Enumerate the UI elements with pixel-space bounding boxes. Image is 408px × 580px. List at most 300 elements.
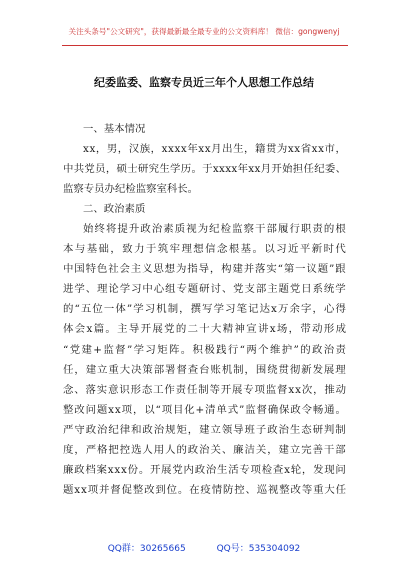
text-glyph: x — [212, 163, 219, 176]
text-glyph: 和 — [131, 423, 142, 436]
text-glyph: 落 — [85, 383, 96, 396]
text-glyph: 体 — [115, 303, 126, 316]
text-glyph: 。 — [105, 323, 116, 336]
text-glyph: 班 — [244, 423, 255, 436]
text-glyph: 共 — [73, 163, 85, 176]
text-glyph: 月 — [211, 143, 222, 156]
text-glyph: 一 — [295, 263, 306, 276]
text-glyph: “ — [155, 403, 161, 416]
text-glyph: 展 — [161, 463, 172, 476]
footer-qq-number-value: 535304092 — [248, 544, 301, 554]
text-glyph: 关 — [210, 443, 221, 456]
text-glyph: x — [121, 463, 127, 476]
text-glyph: x — [180, 143, 187, 156]
text-glyph: 员 — [95, 163, 106, 176]
text-glyph: 到 — [155, 483, 166, 496]
text-glyph: 信 — [205, 243, 216, 256]
text-glyph: 完 — [301, 443, 312, 456]
text-glyph: 制 — [335, 423, 346, 436]
text-glyph: ， — [132, 403, 144, 416]
text-glyph: ， — [187, 423, 199, 436]
text-glyph: ， — [244, 363, 255, 376]
text-glyph: 行 — [227, 343, 239, 356]
text-glyph: x — [204, 143, 211, 156]
text-glyph: 活 — [228, 463, 239, 476]
text-glyph: 党 — [84, 163, 95, 176]
paragraph-line — [63, 460, 346, 480]
text-glyph: 、 — [221, 283, 233, 296]
text-glyph: 子 — [255, 423, 267, 436]
text-glyph: 政 — [142, 423, 153, 436]
text-glyph: 并 — [243, 263, 255, 276]
text-glyph: 发 — [313, 463, 324, 476]
header-divider — [62, 45, 348, 46]
text-glyph: 为 — [175, 263, 187, 276]
text-glyph: 学 — [119, 283, 131, 296]
text-glyph: 题 — [96, 403, 108, 416]
section-heading-basic-info: 一、基本情况 — [83, 123, 146, 135]
paragraph-line: 监察专员办纪检监察室科长。 — [63, 183, 199, 196]
text-glyph: x — [161, 143, 168, 156]
text-glyph: 历 — [180, 163, 192, 176]
text-glyph: 质 — [174, 223, 186, 236]
text-glyph: 疫 — [200, 483, 211, 496]
text-glyph: 政 — [85, 423, 97, 436]
text-glyph: 项 — [121, 403, 133, 416]
text-glyph: 律 — [119, 423, 131, 436]
text-glyph: 意 — [108, 383, 119, 396]
text-glyph: 想 — [193, 243, 204, 256]
text-glyph: 牢 — [169, 243, 180, 256]
text-glyph: ， — [110, 243, 121, 256]
text-glyph: 责 — [312, 223, 323, 236]
text-glyph: 撰 — [190, 303, 202, 316]
text-glyph: 任 — [303, 163, 314, 176]
text-glyph: 部 — [153, 363, 165, 376]
text-glyph: 建 — [278, 443, 289, 456]
text-glyph: 余 — [289, 303, 300, 316]
text-glyph: 导 — [233, 423, 244, 436]
text-glyph: 度 — [63, 443, 74, 456]
text-glyph: 立 — [97, 363, 108, 376]
text-glyph: 态 — [141, 383, 153, 396]
text-glyph: 次 — [301, 383, 313, 396]
text-glyph: 检 — [261, 463, 273, 476]
text-glyph: “ — [277, 263, 283, 276]
text-glyph: 察 — [243, 223, 254, 236]
text-glyph: x — [168, 143, 174, 156]
text-glyph: x — [81, 483, 87, 496]
text-glyph: 宣 — [246, 323, 257, 336]
text-glyph: x — [318, 143, 324, 156]
text-glyph: 念 — [63, 383, 74, 396]
text-glyph: x — [231, 163, 238, 176]
text-glyph: + — [93, 343, 102, 356]
text-glyph: 、 — [74, 383, 85, 396]
text-glyph: 用 — [153, 443, 165, 456]
text-glyph: 以 — [144, 403, 155, 416]
text-glyph: 开 — [150, 463, 161, 476]
text-glyph: x — [174, 143, 181, 156]
document-title: 纪委监委、监察专员近三年个人思想工作总结 — [94, 76, 314, 89]
text-glyph: 学 — [74, 283, 85, 296]
text-glyph: 维 — [269, 343, 281, 356]
text-glyph: 专 — [243, 383, 254, 396]
footer-qq-number-label: QQ号： — [216, 544, 249, 554]
text-glyph: 部 — [335, 443, 346, 456]
text-glyph: 积 — [192, 343, 203, 356]
text-glyph: 笔 — [236, 303, 247, 316]
text-glyph: x — [86, 323, 93, 336]
text-glyph: 的 — [300, 343, 311, 356]
text-glyph: 记 — [248, 303, 259, 316]
text-glyph: 。 — [252, 243, 263, 256]
text-glyph: 学 — [133, 303, 144, 316]
text-glyph: 近 — [288, 243, 299, 256]
text-glyph: 平 — [299, 243, 311, 256]
text-glyph: 场 — [276, 323, 288, 336]
text-glyph: 理 — [181, 243, 192, 256]
text-glyph: 精 — [222, 323, 234, 336]
text-glyph: 责 — [175, 383, 187, 396]
text-glyph: 整 — [132, 483, 144, 496]
text-glyph: 政 — [267, 423, 278, 436]
text-glyph: 规 — [165, 423, 176, 436]
text-glyph: 领 — [221, 423, 233, 436]
text-glyph: 中 — [142, 283, 153, 296]
text-glyph: 单 — [216, 403, 227, 416]
text-glyph: 会 — [119, 263, 130, 276]
text-glyph: ， — [244, 143, 255, 156]
text-glyph: 会 — [74, 323, 86, 336]
text-glyph: 部 — [266, 223, 277, 236]
text-glyph: 人 — [142, 443, 153, 456]
text-glyph: 善 — [312, 443, 323, 456]
text-glyph: 个 — [258, 343, 269, 356]
text-glyph: 问 — [335, 463, 346, 476]
text-glyph: 万 — [278, 303, 289, 316]
text-glyph: 履 — [277, 223, 289, 236]
text-glyph: ， — [288, 323, 300, 336]
text-glyph: x — [248, 163, 255, 176]
text-glyph: 市 — [324, 143, 335, 156]
text-glyph: 。 — [180, 343, 192, 356]
text-glyph: x — [107, 463, 114, 476]
text-glyph: ， — [209, 263, 221, 276]
text-glyph: 展 — [231, 383, 243, 396]
text-glyph: 纪 — [209, 223, 220, 236]
text-glyph: x — [271, 303, 277, 316]
text-glyph: 治 — [205, 463, 217, 476]
text-glyph: 开 — [271, 163, 282, 176]
text-glyph: 础 — [98, 243, 109, 256]
text-glyph: 筑 — [157, 243, 169, 256]
text-glyph: 绕 — [267, 363, 278, 376]
text-glyph: 督 — [110, 483, 121, 496]
text-glyph: 并 — [99, 483, 110, 496]
text-glyph: 展 — [323, 363, 335, 376]
text-glyph: x — [254, 163, 261, 176]
text-glyph: 动 — [335, 383, 346, 396]
text-glyph: 系 — [312, 283, 323, 296]
text-glyph: 理 — [97, 283, 108, 296]
text-glyph: 为 — [197, 223, 209, 236]
text-glyph: 项 — [161, 403, 173, 416]
text-glyph: 得 — [335, 303, 346, 316]
text-glyph: 干 — [255, 223, 266, 236]
text-glyph: 的 — [323, 223, 335, 236]
text-glyph: 基 — [240, 243, 252, 256]
text-glyph: 论 — [108, 283, 119, 296]
text-glyph: 。 — [191, 163, 202, 176]
text-glyph: 贯 — [265, 143, 277, 156]
text-glyph: 策 — [142, 363, 153, 376]
text-glyph: 生 — [159, 163, 170, 176]
text-glyph: x — [294, 143, 301, 156]
text-glyph: ” — [126, 303, 133, 316]
paragraph-line — [63, 360, 346, 380]
text-glyph: 廉 — [63, 463, 74, 476]
paragraph-line — [63, 400, 346, 420]
text-glyph: 致 — [122, 243, 133, 256]
text-glyph: x — [83, 143, 89, 156]
text-glyph: 决 — [131, 363, 142, 376]
text-glyph: 大 — [211, 323, 222, 336]
paragraph-line — [63, 219, 346, 239]
text-glyph: + — [195, 403, 205, 416]
text-glyph: 月 — [260, 163, 272, 176]
text-glyph: 体 — [63, 323, 74, 336]
text-glyph: ， — [301, 463, 313, 476]
text-glyph: 实 — [96, 383, 108, 396]
text-glyph: 支 — [244, 283, 255, 296]
text-glyph: 制 — [167, 303, 179, 316]
text-glyph: 大 — [119, 363, 131, 376]
text-glyph: 成 — [335, 323, 346, 336]
text-glyph: x — [225, 163, 232, 176]
text-glyph: 指 — [187, 263, 198, 276]
text-glyph: “ — [239, 343, 245, 356]
text-glyph: 识 — [119, 383, 130, 396]
text-glyph: “ — [74, 303, 80, 316]
text-glyph: 守 — [74, 423, 85, 436]
text-glyph: 篇 — [93, 323, 105, 336]
text-glyph: 巡 — [256, 483, 268, 496]
text-glyph: 份 — [127, 463, 139, 476]
text-glyph: 将 — [105, 223, 117, 236]
text-glyph: 保 — [279, 403, 290, 416]
footer-qq-group-value: 30265665 — [139, 544, 186, 554]
text-glyph: 治 — [323, 343, 335, 356]
text-glyph: 素 — [163, 223, 174, 236]
text-glyph: 学 — [335, 283, 346, 296]
text-glyph: 省 — [300, 143, 312, 156]
text-glyph: 专 — [239, 463, 250, 476]
text-glyph: 大 — [324, 483, 335, 496]
text-glyph: 治 — [97, 423, 108, 436]
text-glyph: 纪 — [108, 423, 119, 436]
text-glyph: 硕 — [116, 163, 127, 176]
text-glyph: 担 — [292, 163, 304, 176]
text-glyph: 政 — [290, 403, 301, 416]
text-glyph: 国 — [74, 263, 85, 276]
text-glyph: 籍 — [254, 143, 266, 156]
paragraph-line — [63, 139, 346, 159]
text-glyph: 带 — [300, 323, 311, 336]
text-glyph: 政 — [140, 223, 151, 236]
text-glyph: 想 — [164, 263, 176, 276]
text-glyph: 改 — [290, 483, 301, 496]
text-glyph: 中 — [63, 263, 74, 276]
text-glyph: 题 — [187, 283, 199, 296]
text-glyph: 、 — [85, 283, 97, 296]
text-glyph: 查 — [272, 463, 284, 476]
text-glyph: 党 — [172, 463, 183, 476]
text-glyph: 建 — [232, 263, 243, 276]
text-glyph: 案 — [96, 463, 107, 476]
text-glyph: 视 — [186, 223, 197, 236]
footer-qq-number — [217, 544, 301, 554]
text-glyph: 阵 — [168, 343, 180, 356]
text-glyph: 习 — [145, 343, 156, 356]
text-glyph: 习 — [276, 243, 287, 256]
text-glyph: 重 — [108, 363, 119, 376]
text-glyph: 士 — [127, 163, 138, 176]
text-glyph: ， — [95, 143, 107, 156]
text-glyph: 达 — [259, 303, 270, 316]
text-glyph: 族 — [139, 143, 151, 156]
text-glyph: 彻 — [289, 363, 301, 376]
text-glyph: 任 — [186, 383, 198, 396]
footer-qq-group-label: QQ群： — [107, 544, 140, 554]
text-glyph: ， — [150, 143, 162, 156]
paragraph-line — [63, 319, 346, 339]
text-glyph: 心 — [323, 303, 335, 316]
text-glyph: 代 — [335, 243, 346, 256]
text-glyph: 党 — [233, 283, 244, 296]
text-glyph: 特 — [85, 263, 96, 276]
text-glyph: 中 — [63, 163, 74, 176]
text-glyph: 任 — [335, 483, 346, 496]
text-glyph: x — [288, 383, 295, 396]
text-glyph: 终 — [94, 223, 105, 236]
text-glyph: 职 — [300, 223, 312, 236]
text-glyph: 委 — [324, 163, 336, 176]
text-glyph: 建 — [81, 343, 92, 356]
text-glyph: 防 — [222, 483, 234, 496]
text-glyph: 项 — [250, 463, 261, 476]
text-glyph: 化 — [184, 403, 195, 416]
text-glyph: 干 — [323, 443, 335, 456]
text-glyph: 立 — [210, 423, 221, 436]
text-glyph: 建 — [199, 423, 210, 436]
text-glyph: 义 — [142, 263, 153, 276]
text-glyph: 在 — [189, 483, 200, 496]
text-glyph: 控 — [234, 483, 245, 496]
text-glyph: x — [198, 143, 205, 156]
text-glyph: 政 — [187, 443, 199, 456]
text-glyph: 落 — [255, 263, 266, 276]
text-glyph: 学 — [213, 303, 225, 316]
text-glyph: 制 — [233, 363, 244, 376]
text-glyph: ， — [267, 443, 278, 456]
text-glyph: 学 — [133, 343, 145, 356]
text-glyph: 与 — [74, 243, 86, 256]
text-glyph: x — [108, 403, 114, 416]
text-glyph: 控 — [119, 443, 131, 456]
paragraph-line — [63, 299, 346, 319]
text-glyph: 确 — [267, 403, 279, 416]
text-glyph: 等 — [301, 483, 313, 496]
paragraph-line — [63, 440, 346, 460]
text-glyph: 形 — [130, 383, 141, 396]
text-glyph: 于 — [145, 243, 157, 256]
text-glyph: 清 — [205, 403, 216, 416]
text-glyph: 提 — [117, 223, 128, 236]
text-glyph: 新 — [311, 243, 323, 256]
text-glyph: 严 — [63, 423, 74, 436]
text-glyph: 改 — [144, 483, 155, 496]
text-glyph: 男 — [106, 143, 118, 156]
text-glyph: 格 — [97, 443, 108, 456]
text-glyph: 廉 — [233, 443, 244, 456]
text-glyph: 讲 — [257, 323, 269, 336]
text-glyph: 党 — [289, 283, 301, 296]
paragraph-line — [63, 159, 346, 179]
document-body — [63, 119, 346, 500]
text-glyph: 位 — [166, 483, 178, 496]
text-glyph: 署 — [165, 363, 176, 376]
text-glyph: 思 — [153, 263, 164, 276]
text-glyph: 研 — [312, 423, 323, 436]
text-glyph: ， — [313, 383, 324, 396]
text-glyph: 目 — [172, 403, 184, 416]
text-glyph: 动 — [312, 323, 323, 336]
text-glyph: 。 — [138, 463, 150, 476]
text-glyph: 、 — [245, 483, 256, 496]
text-glyph: x — [74, 483, 81, 496]
text-glyph: 改 — [74, 403, 85, 416]
text-glyph: 政 — [194, 463, 206, 476]
text-glyph: 研 — [199, 283, 210, 296]
text-glyph: 治 — [278, 423, 289, 436]
text-glyph: x — [295, 383, 301, 396]
text-glyph: 的 — [175, 323, 187, 336]
text-glyph: 等 — [209, 383, 220, 396]
text-glyph: 究 — [148, 163, 160, 176]
text-glyph: x — [114, 403, 121, 416]
text-glyph: 人 — [165, 443, 176, 456]
text-glyph: 判 — [323, 423, 335, 436]
text-glyph: 、 — [221, 443, 233, 456]
text-glyph: 把 — [108, 443, 119, 456]
text-glyph: ， — [74, 443, 85, 456]
text-glyph: 于 — [202, 163, 213, 176]
text-glyph: 严 — [85, 443, 97, 456]
paragraph-line — [63, 259, 346, 279]
text-glyph: 跟 — [335, 263, 346, 276]
text-glyph: 发 — [312, 363, 323, 376]
text-glyph: “ — [63, 343, 69, 356]
text-glyph: 习 — [144, 303, 156, 316]
text-glyph: x — [219, 163, 225, 176]
text-glyph: 一 — [103, 303, 115, 316]
text-glyph: 工 — [153, 383, 164, 396]
text-glyph: 的 — [63, 303, 74, 316]
text-glyph: 开 — [140, 323, 152, 336]
text-glyph: 督 — [115, 343, 126, 356]
text-glyph: 内 — [183, 463, 194, 476]
